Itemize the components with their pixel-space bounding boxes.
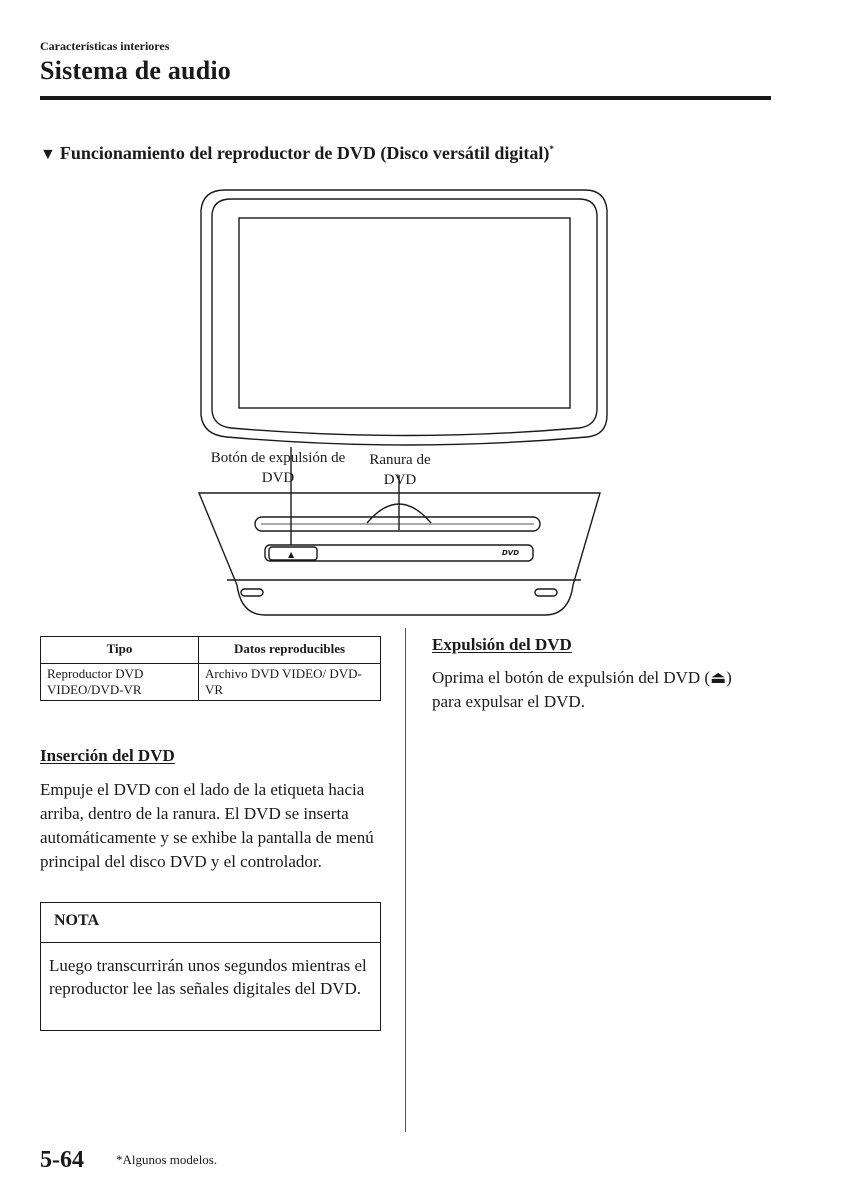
asterisk-marker: * [549,144,554,154]
table-header-row [41,637,381,664]
footnote: *Algunos modelos. [116,1152,218,1167]
table-cell: Archivo DVD VIDEO/ DVD-VR [199,664,381,701]
note-box [40,902,381,1031]
right-vent [535,589,557,596]
eject-symbol: ▲ [288,550,295,559]
insertion-body: Empuje el DVD con el lado de la etiqueta hacia arriba, dentro de la ranura. El DVD se inserta automáticamente y se exhibe la pantalla de menú principal del disco DVD y el controlador. [40,780,374,871]
note-divider [41,942,380,943]
display-screen [239,218,570,408]
table-row [41,664,381,701]
dvd-player-illustration [195,185,620,625]
display-bezel-inner [212,199,597,436]
playable-media-table [40,636,381,701]
triangle-down-icon: ▼ [40,146,56,163]
ejection-body: Oprima el botón de expulsión del DVD (⏏) para expulsar el DVD. [432,668,732,711]
column-divider [405,628,406,1132]
table-header-cell: Tipo [41,637,199,664]
note-body: Luego transcurrirán unos segundos mientras el reproductor lee las señales digitales del DVD. [49,956,367,998]
breadcrumb: Características interiores [40,39,170,53]
title-rule [40,96,771,100]
table-header-cell: Datos reproducibles [199,637,381,664]
page-number: 5-64 [40,1147,84,1173]
left-vent [241,589,263,596]
page-title: Sistema de audio [40,56,232,85]
display-bezel-outer [201,190,607,445]
dvd-slot-label: Ranura de DVD [369,452,431,488]
note-title: NOTA [54,912,100,929]
ejection-heading: Expulsión del DVD [432,635,572,654]
section-heading [40,143,554,164]
table-cell: Reproductor DVD VIDEO/DVD-VR [41,664,199,701]
eject-button-label: Botón de expulsión de DVD [210,450,346,486]
section-heading-text: Funcionamiento del reproductor de DVD (Disco versátil digital) [59,143,550,163]
insertion-heading: Inserción del DVD [40,746,175,765]
dvd-logo: DVD [502,549,520,557]
